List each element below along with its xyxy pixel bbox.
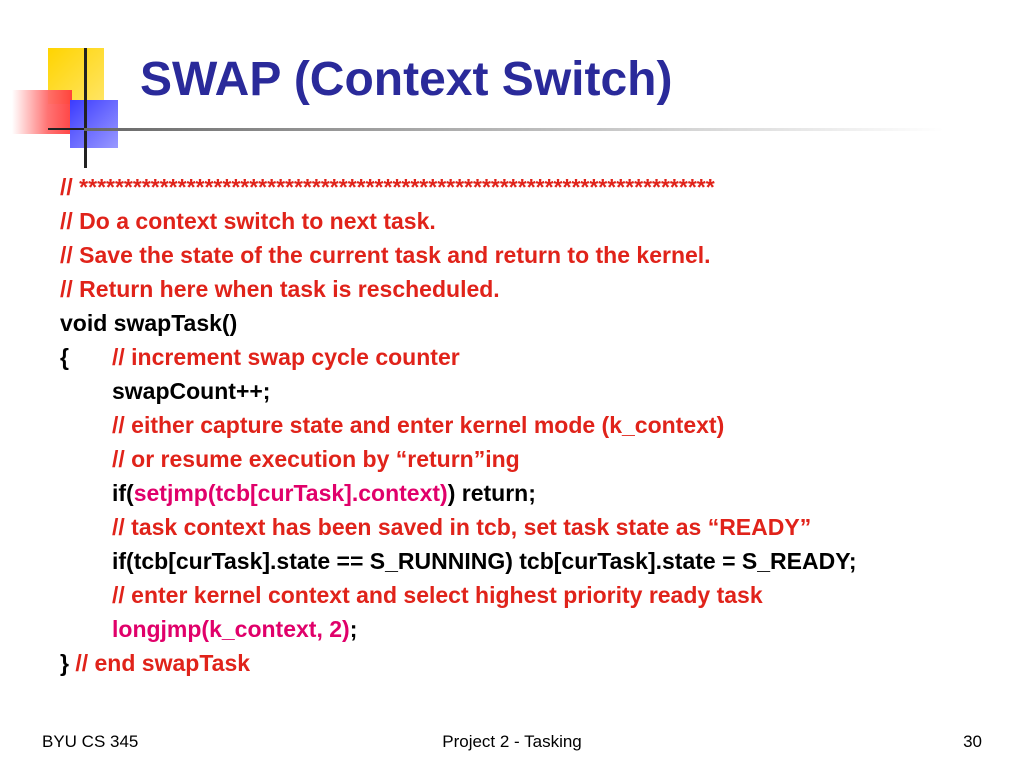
code-comment: // increment swap cycle counter	[112, 344, 460, 370]
code-block	[60, 170, 980, 680]
code-comment: // either capture state and enter kernel mode (k_context)	[112, 412, 725, 438]
code-line	[60, 646, 980, 680]
code-line	[60, 374, 980, 408]
code-line: // ***********************************************************************	[60, 174, 715, 200]
code-line	[60, 578, 980, 612]
code-statement: if(	[112, 480, 134, 506]
close-brace: }	[60, 650, 69, 676]
code-statement: ;	[349, 616, 358, 642]
code-line	[60, 340, 980, 374]
footer-project: Project 2 - Tasking	[442, 732, 582, 751]
code-statement: if(tcb[curTask].state == S_RUNNING) tcb[curTask].state = S_READY;	[112, 548, 857, 574]
code-highlight: longjmp(k_context, 2)	[112, 616, 350, 642]
code-comment: // or resume execution by “return”ing	[112, 446, 520, 472]
code-line: // Save the state of the current task and return to the kernel.	[60, 242, 711, 268]
open-brace: {	[60, 344, 69, 370]
code-comment: // enter kernel context and select highest priority ready task	[112, 582, 763, 608]
code-statement: ) return;	[447, 480, 536, 506]
code-statement: swapCount++;	[112, 378, 271, 404]
logo-vertical-line	[84, 48, 87, 168]
code-comment: // task context has been saved in tcb, set task state as “READY”	[112, 514, 812, 540]
code-line	[60, 442, 980, 476]
code-line	[60, 476, 980, 510]
code-line	[60, 408, 980, 442]
code-line	[60, 510, 980, 544]
code-highlight: setjmp(tcb[curTask].context)	[133, 480, 448, 506]
slide-logo-decoration	[0, 0, 140, 170]
code-line: // Do a context switch to next task.	[60, 208, 436, 234]
title-underline	[84, 128, 944, 131]
slide-title: SWAP (Context Switch)	[140, 53, 673, 106]
footer-page-number: 30	[963, 732, 982, 751]
code-comment: // end swapTask	[68, 650, 251, 676]
code-line: void swapTask()	[60, 310, 238, 336]
code-line	[60, 612, 980, 646]
code-line	[60, 544, 980, 578]
logo-blue-square	[70, 100, 118, 148]
footer-course: BYU CS 345	[42, 732, 139, 751]
code-line: // Return here when task is rescheduled.	[60, 276, 500, 302]
